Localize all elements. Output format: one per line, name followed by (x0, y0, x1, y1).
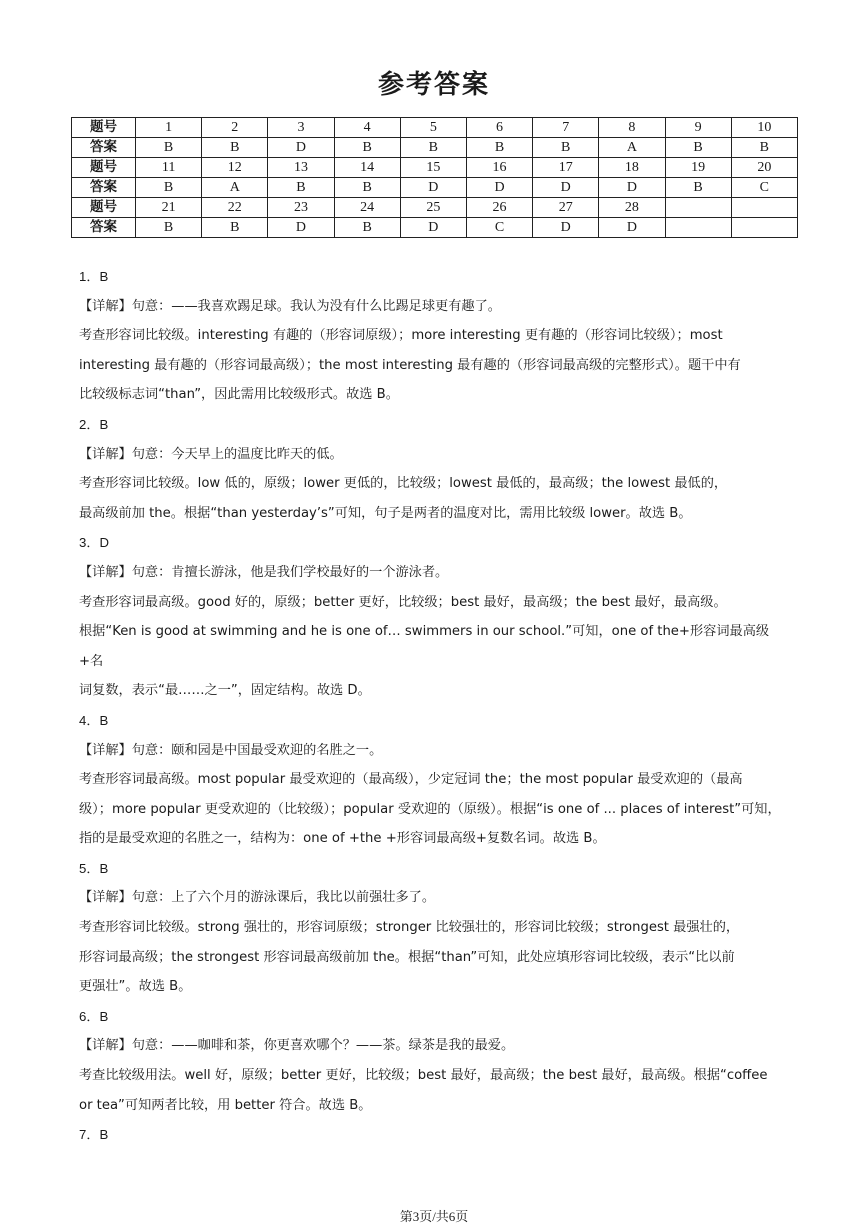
table-cell: B (533, 138, 599, 158)
table-row (72, 198, 798, 218)
table-cell: 4 (334, 118, 400, 138)
explanation-line: 【详解】句意：颐和园是中国最受欢迎的名胜之一。 (79, 742, 383, 758)
explanation-line: 比较级标志词“than”，因此需用比较级形式。故选 B。 (79, 387, 399, 403)
table-cell: A (202, 178, 268, 198)
table-cell: B (334, 178, 400, 198)
table-cell: 2 (202, 118, 268, 138)
table-cell: 8 (599, 118, 665, 138)
table-cell: D (400, 218, 466, 238)
table-cell: D (599, 178, 665, 198)
answer-table (71, 117, 798, 238)
row-header: 题号 (72, 118, 136, 138)
explanation-line: 【详解】句意：——咖啡和茶，你更喜欢哪个？——茶。绿茶是我的最爱。 (79, 1038, 515, 1054)
table-cell: B (136, 138, 202, 158)
table-cell: D (533, 178, 599, 198)
explanations (79, 262, 791, 1150)
table-cell: 24 (334, 198, 400, 218)
table-cell: 23 (268, 198, 334, 218)
table-cell: 20 (731, 158, 797, 178)
table-cell: 11 (136, 158, 202, 178)
table-cell: 18 (599, 158, 665, 178)
table-cell: 19 (665, 158, 731, 178)
table-cell: 28 (599, 198, 665, 218)
table-cell: D (533, 218, 599, 238)
table-cell: B (136, 218, 202, 238)
table-cell: B (334, 218, 400, 238)
table-cell: 27 (533, 198, 599, 218)
table-cell: A (599, 138, 665, 158)
page-footer: 第3页/共6页 (399, 1209, 469, 1224)
table-cell: 13 (268, 158, 334, 178)
explanation-line: interesting 最有趣的（形容词最高级）；the most interesting 最有趣的（形容词最高级的完整形式）。题干中有 (79, 357, 741, 373)
explanation-line: 词复数，表示“最……之一”，固定结构。故选 D。 (79, 683, 371, 699)
explanation-line: 【详解】句意：肯擅长游泳，他是我们学校最好的一个游泳者。 (79, 564, 449, 580)
table-row (72, 138, 798, 158)
question-number: 5．B (79, 860, 109, 876)
row-header: 题号 (72, 158, 136, 178)
explanation-line: 考查形容词最高级。most popular 最受欢迎的（最高级），少定冠词 the；the most popular 最受欢迎的（最高 (79, 772, 743, 788)
question-number: 4．B (79, 712, 109, 728)
table-cell: 12 (202, 158, 268, 178)
table-cell: B (202, 138, 268, 158)
table-cell (665, 198, 731, 218)
table-cell: 16 (466, 158, 532, 178)
table-row (72, 178, 798, 198)
table-cell: B (136, 178, 202, 198)
row-header: 答案 (72, 218, 136, 238)
table-cell: D (400, 178, 466, 198)
explanation-line: 指的是最受欢迎的名胜之一，结构为：one of +the +形容词最高级+复数名词。故选 B。 (79, 831, 606, 847)
question-number: 3．D (79, 535, 110, 551)
explanation-line: 根据“Ken is good at swimming and he is one of… swimmers in our school.”可知，one of the+形容词最高级+名 (79, 624, 770, 669)
explanation-line: 考查比较级用法。well 好，原级；better 更好，比较级；best 最好，最高级；the best 最好，最高级。根据“coffee (79, 1068, 768, 1084)
table-row (72, 118, 798, 138)
table-cell: B (334, 138, 400, 158)
table-cell: 21 (136, 198, 202, 218)
table-cell: 25 (400, 198, 466, 218)
page-title: 参考答案 (377, 70, 490, 100)
table-cell: 3 (268, 118, 334, 138)
table-cell (665, 218, 731, 238)
table-cell: D (466, 178, 532, 198)
table-cell: 1 (136, 118, 202, 138)
row-header: 题号 (72, 198, 136, 218)
table-row (72, 218, 798, 238)
table-cell: 17 (533, 158, 599, 178)
explanation-line: 级）；more popular 更受欢迎的（比较级）；popular 受欢迎的（原级）。根据“is one of ... places of interest”可知， (79, 801, 781, 817)
table-cell: D (599, 218, 665, 238)
table-cell (731, 198, 797, 218)
table-cell: B (400, 138, 466, 158)
table-cell: C (466, 218, 532, 238)
explanation-line: 形容词最高级；the strongest 形容词最高级前加 the。根据“than”可知，此处应填形容词比较级，表示“比以前 (79, 949, 735, 965)
explanation-line: 更强壮”。故选 B。 (79, 979, 192, 995)
table-cell: 6 (466, 118, 532, 138)
table-cell: D (268, 138, 334, 158)
explanation-line: 【详解】句意：上了六个月的游泳课后，我比以前强壮多了。 (79, 890, 436, 906)
question-number: 1．B (79, 269, 109, 284)
table-cell: 22 (202, 198, 268, 218)
table-cell: 9 (665, 118, 731, 138)
table-row (72, 158, 798, 178)
table-cell: B (466, 138, 532, 158)
question-number: 6．B (79, 1008, 109, 1024)
table-cell: B (268, 178, 334, 198)
question-number: 7．B (79, 1127, 109, 1143)
table-cell: B (665, 178, 731, 198)
explanation-line: 考查形容词比较级。strong 强壮的，形容词原级；stronger 比较强壮的，形容词比较级；strongest 最强壮的， (79, 920, 740, 936)
explanation-line: 考查形容词比较级。low 低的，原级；lower 更低的，比较级；lowest 最低的，最高级；the lowest 最低的， (79, 476, 728, 492)
table-cell: 10 (731, 118, 797, 138)
table-cell: B (202, 218, 268, 238)
explanation-line: 考查形容词最高级。good 好的，原级；better 更好，比较级；best 最好，最高级；the best 最好，最高级。 (79, 594, 727, 610)
explanation-line: 最高级前加 the。根据“than yesterday’s”可知，句子是两者的温度对比，需用比较级 lower。故选 B。 (79, 505, 692, 521)
table-cell: C (731, 178, 797, 198)
question-number: 2．B (79, 416, 109, 432)
row-header: 答案 (72, 138, 136, 158)
explanation-line: 【详解】句意：今天早上的温度比昨天的低。 (79, 446, 343, 462)
row-header: 答案 (72, 178, 136, 198)
table-cell (731, 218, 797, 238)
explanation-line: 【详解】句意：——我喜欢踢足球。我认为没有什么比踢足球更有趣了。 (79, 298, 501, 314)
table-cell: D (268, 218, 334, 238)
explanation-line: or tea”可知两者比较，用 better 符合。故选 B。 (79, 1097, 372, 1113)
table-cell: B (665, 138, 731, 158)
explanation-line: 考查形容词比较级。interesting 有趣的（形容词原级）；more interesting 更有趣的（形容词比较级）；most (79, 328, 723, 344)
table-cell: 15 (400, 158, 466, 178)
table-cell: 26 (466, 198, 532, 218)
table-cell: 5 (400, 118, 466, 138)
table-cell: 14 (334, 158, 400, 178)
table-cell: B (731, 138, 797, 158)
table-cell: 7 (533, 118, 599, 138)
